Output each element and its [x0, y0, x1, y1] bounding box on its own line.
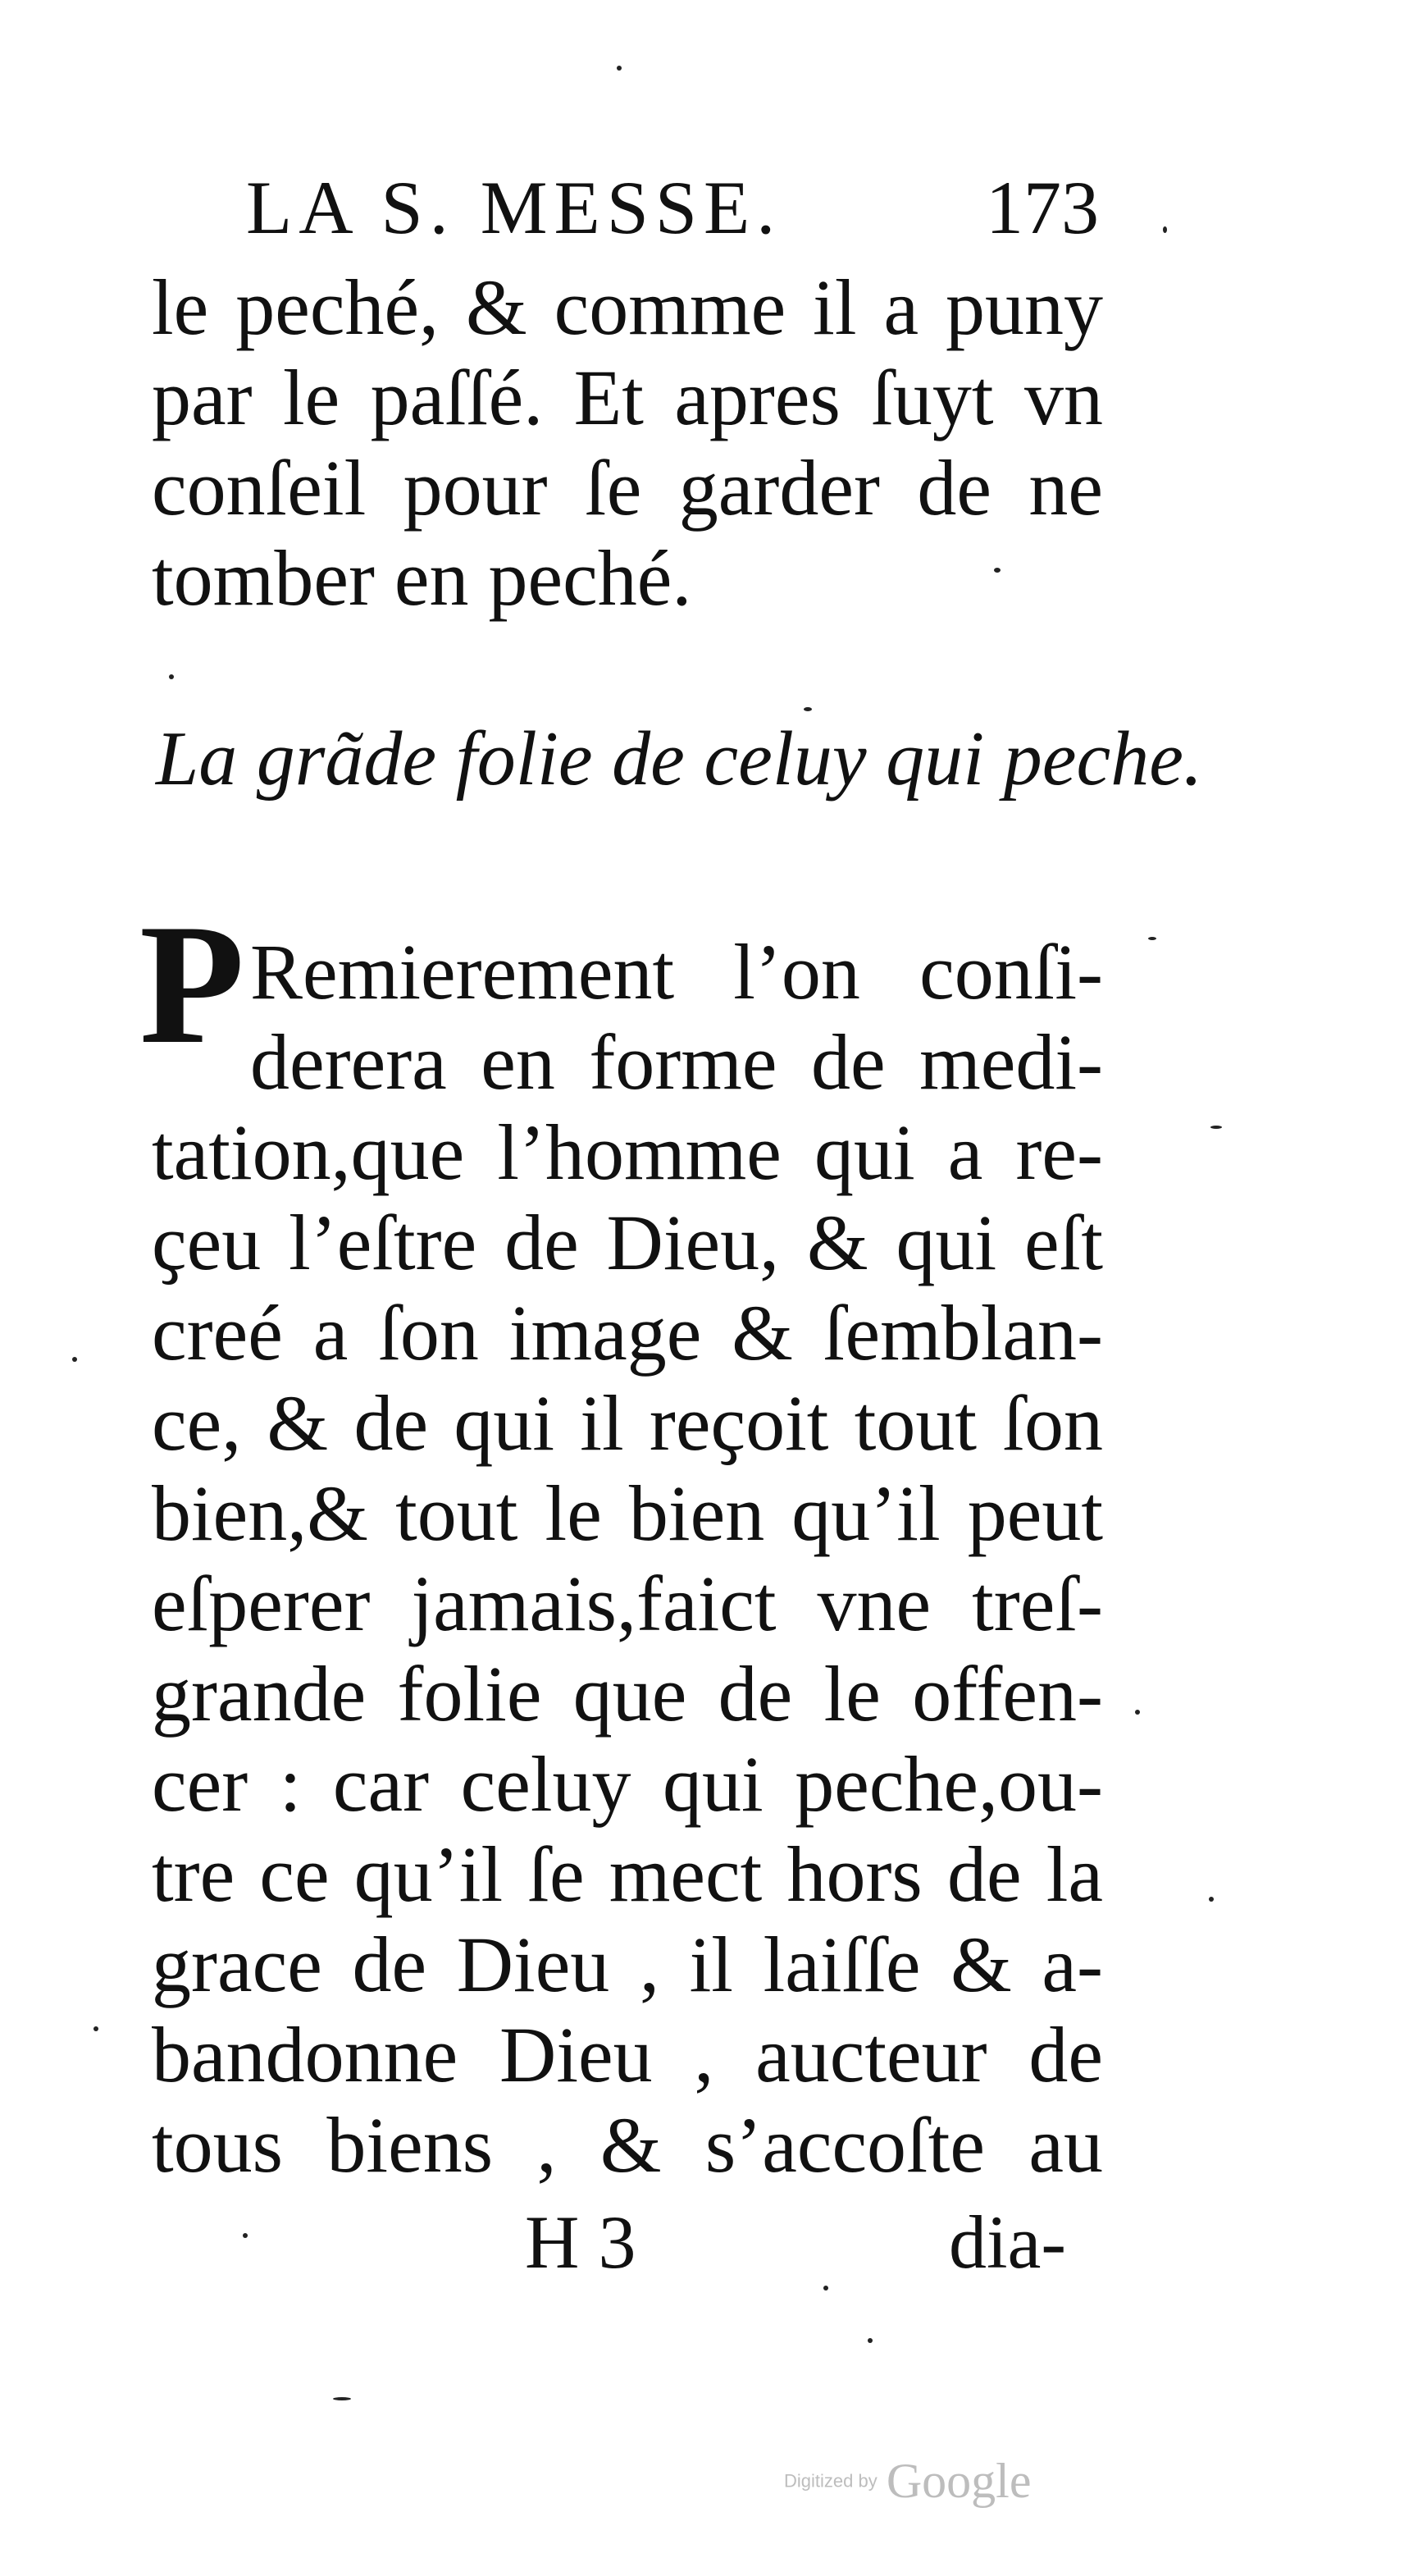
drop-cap: P: [139, 889, 245, 1080]
text-line: bandonne Dieu , aucteur de: [152, 2011, 1103, 2099]
google-wordmark: Google: [886, 2454, 1032, 2508]
digitized-watermark: [784, 2453, 1031, 2510]
text-line: ҫeu l’eſtre de Dieu, & qui eſt: [152, 1199, 1103, 1286]
text-line: bien,& tout le bien qu’il peut: [152, 1469, 1103, 1557]
intro-paragraph: [152, 263, 1103, 623]
text-line: ce, & de qui il reҫoit tout ſon: [152, 1379, 1103, 1467]
ink-speck: [1209, 1897, 1214, 1902]
running-head: [246, 164, 1099, 254]
text-line: le peché, & comme il a puny: [152, 263, 1103, 351]
catchword: dia-: [948, 2200, 1066, 2284]
ink-speck: [243, 2233, 248, 2238]
ink-speck: [93, 2026, 98, 2031]
text-line: Remierement l’on conſi-: [250, 928, 1103, 1016]
body-paragraph: [152, 927, 1103, 2190]
ink-speck: [1135, 1710, 1140, 1715]
text-line: derera en forme de medi-: [250, 1018, 1103, 1106]
ink-speck: [1163, 226, 1167, 233]
text-line: tation,que l’homme qui a re-: [152, 1108, 1103, 1196]
signature-mark: H 3: [525, 2200, 636, 2284]
page-number: 173: [986, 166, 1099, 249]
page-footer: [525, 2199, 1066, 2289]
text-line: par le paſſé. Et apres ſuyt vn: [152, 354, 1103, 441]
text-line: grace de Dieu , il laiſſe & a-: [152, 1921, 1103, 2008]
text-line: creé a ſon image & ſemblan-: [152, 1289, 1103, 1377]
text-line: cer : car celuy qui peche,ou-: [152, 1740, 1103, 1828]
text-line: tomber en peché.: [152, 534, 692, 622]
ink-speck: [169, 674, 174, 679]
section-heading: La grãde folie de celuy qui peche.: [156, 716, 1203, 802]
text-line: eſperer jamais,faict vne treſ-: [152, 1560, 1103, 1647]
ink-speck: [72, 1357, 77, 1362]
ink-speck: [617, 66, 622, 71]
digitized-label: Digitized by: [784, 2470, 878, 2492]
text-line: grande folie que de le offen-: [152, 1650, 1103, 1738]
text-line: tre ce qu’il ſe mect hors de la: [152, 1830, 1103, 1918]
ink-speck: [804, 707, 812, 711]
text-line: tous biens , & s’accoſte au: [152, 2101, 1103, 2189]
text-line: conſeil pour ſe garder de ne: [152, 444, 1103, 532]
ink-speck: [1210, 1126, 1222, 1129]
ink-speck: [1148, 937, 1156, 940]
running-title: LA S. MESSE.: [246, 166, 782, 249]
ink-speck: [333, 2397, 351, 2400]
ink-speck: [868, 2338, 873, 2343]
